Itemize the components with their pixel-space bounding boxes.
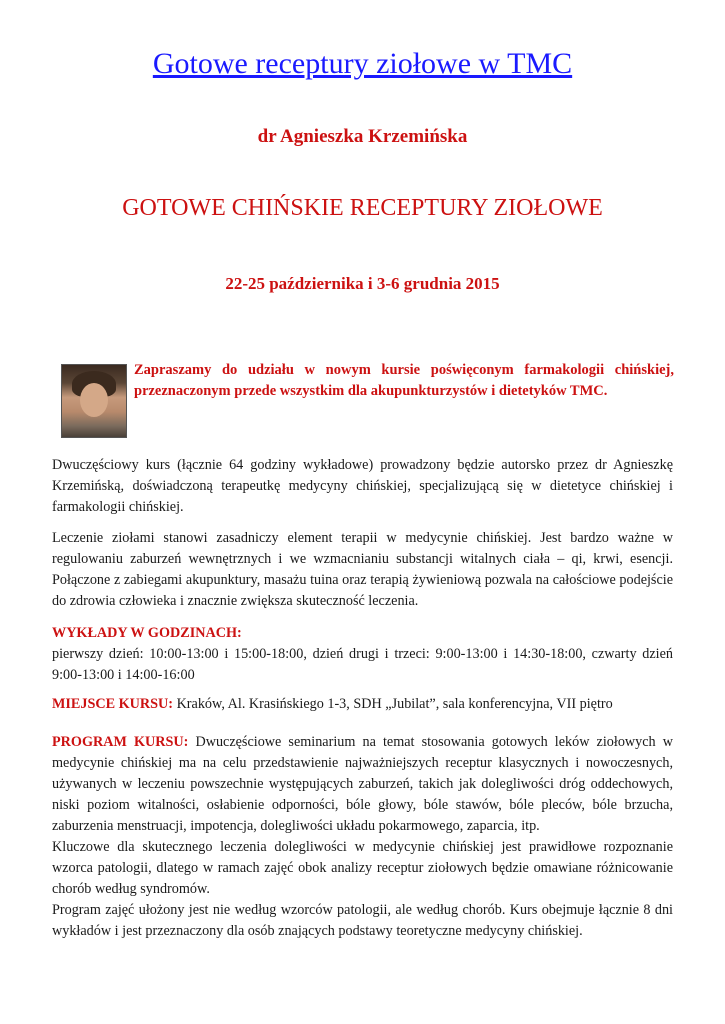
program-text: Dwuczęściowe seminarium na temat stosowania gotowych leków ziołowych w medycynie chińskiej ma na celu przedstawienie najważniejszych receptur klasycznych i nowoczesnych, używanych w leczeniu powszechnie występujących zaburzeń, takich jak dolegliwości dróg oddechowych, niski poziom witalności, osłabienie odporności, bóle głowy, bóle stawów, bóle pleców, bóle brzucha, zaburzenia menstruacji, impotencja, dolegliwości układu pokarmowego, zaparcia, itp. [52,734,673,834]
program-text-2: Kluczowe dla skutecznego leczenia dolegliwości w medycynie chińskiej jest prawidłowe rozpoznanie wzorca patologii, dlatego w ramach zajęć obok analizy receptur ziołowych będzie omawiane różnicowanie chorób według syndromów. [52,839,673,897]
venue-section [52,694,673,715]
intro-text: Zapraszamy do udziału w nowym kursie poświęconym farmakologii chińskiej, przeznaczonym przede wszystkim dla akupunkturzystów i dietetyków TMC. [134,362,674,399]
program-section [52,732,673,942]
course-heading: GOTOWE CHIŃSKIE RECEPTURY ZIOŁOWE [122,195,603,221]
paragraph-course-description: Dwuczęściowy kurs (łącznie 64 godziny wykładowe) prowadzony będzie autorsko przez dr Agnieszkę Krzemińską, doświadczoną terapeutkę medycyny chińskiej, specjalizującą się w dietetyce chińskiej i farmakologii chińskiej. [52,457,673,515]
program-label: PROGRAM KURSU: [52,734,189,750]
author-photo [61,364,127,438]
venue-label: MIEJSCE KURSU: [52,696,174,712]
page-title-link[interactable]: Gotowe receptury ziołowe w TMC [152,47,573,80]
photo-face [80,383,108,417]
lectures-section [52,623,673,686]
lectures-text: pierwszy dzień: 10:00-13:00 i 15:00-18:00, dzień drugi i trzeci: 9:00-13:00 i 14:30-18:00, czwarty dzień 9:00-13:00 i 14:00-16:00 [52,646,673,683]
author-name: dr Agnieszka Krzemińska [257,126,468,147]
program-text-3: Program zajęć ułożony jest nie według wzorców patologii, ale według chorób. Kurs obejmuje łącznie 8 dni wykładów i jest przeznaczony dla osób znających podstawy teoretyczne medycyny chińskiej. [52,902,673,939]
course-dates: 22-25 października i 3-6 grudnia 2015 [225,274,500,293]
paragraph-herbal-treatment: Leczenie ziołami stanowi zasadniczy element terapii w medycynie chińskiej. Jest bardzo ważne w regulowaniu zaburzeń wewnętrznych i we wzmacnianiu substancji witalnych ciała – qi, krwi, esencji. Połączone z zabiegami akupunktury, masażu tuina oraz terapią żywieniową pozwala na całościowe podejście do zdrowia człowieka i znacznie zwiększa skuteczność leczenia. [52,530,673,609]
lectures-label: WYKŁADY W GODZINACH: [52,625,242,641]
venue-text: Kraków, Al. Krasińskiego 1-3, SDH „Jubilat”, sala konferencyjna, VII piętro [173,696,613,712]
